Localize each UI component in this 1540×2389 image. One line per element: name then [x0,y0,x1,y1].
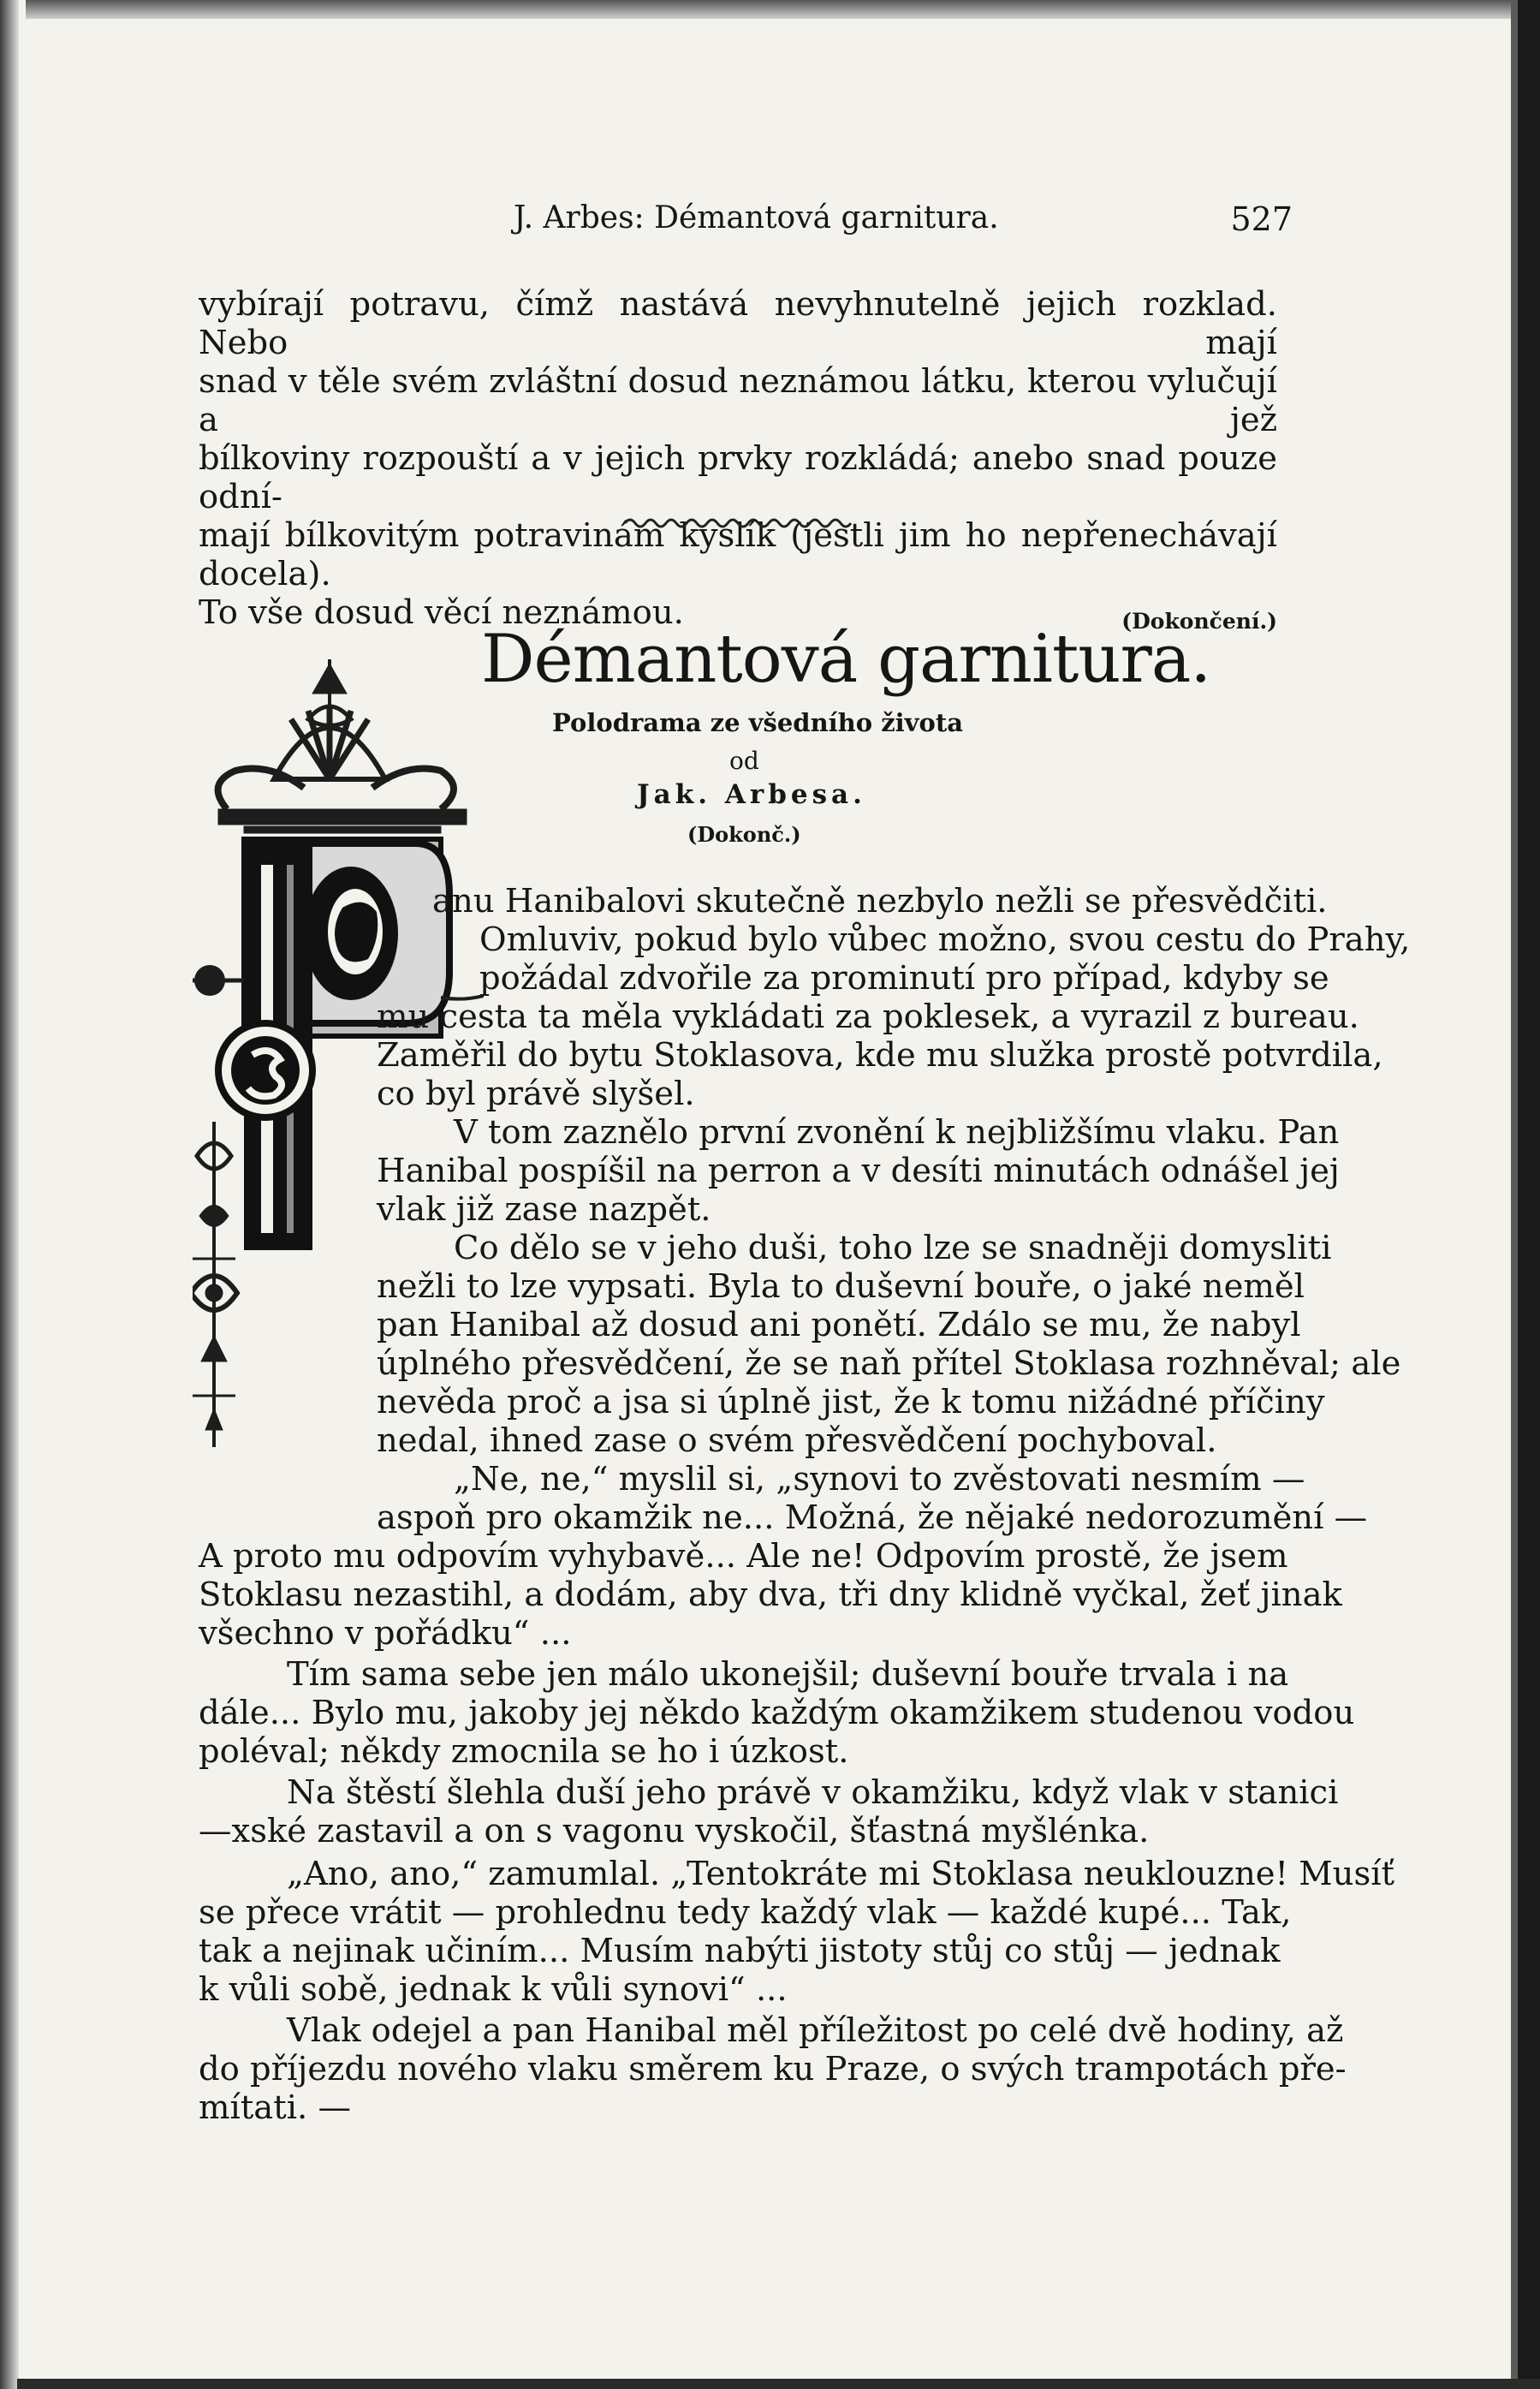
text-line: „Ano, ano,“ zamumlal. „Tentokráte mi Stoklasa neuklouzne! Musíť [287,1855,1395,1893]
text-line: nevěda proč a jsa si úplně jist, že k tomu nižádné příčiny [377,1383,1325,1421]
text-line: úplného přesvědčení, že se naň přítel Stoklasa rozhněval; ale [377,1344,1401,1383]
running-header-title: J. Arbes: Démantová garnitura. [514,200,999,235]
article-title: Démantová garnitura. [481,621,1211,698]
text-line: anu Hanibalovi skutečně nezbylo nežli se přesvědčiti. [432,882,1328,920]
text-line: mají bílkovitým potravinám kyslík (jestli jim ho nepřenechávají docela). [199,516,1277,593]
article-author: Jak. Arbesa. [637,779,866,810]
text-line: Stoklasu nezastihl, a dodám, aby dva, tři dny klidně vyčkal, žeť jinak [199,1576,1342,1614]
text-line: A proto mu odpovím vyhybavě... Ale ne! Odpovím prostě, že jsem [199,1537,1288,1576]
text-line: Zaměřil do bytu Stoklasova, kde mu služka prostě potvrdila, [377,1036,1383,1075]
text-line: co byl právě slyšel. [377,1075,695,1113]
text-line: —xské zastavil a on s vagonu vyskočil, šťastná myšlénka. [199,1812,1150,1850]
text-line: nedal, ihned zase o svém přesvědčení pochyboval. [377,1421,1217,1460]
text-line: bílkoviny rozpouští a v jejich prvky rozkládá; anebo snad pouze odní- [199,439,1277,516]
text-line: dále... Bylo mu, jakoby jej někdo každým okamžikem studenou vodou [199,1694,1355,1732]
text-line: Omluviv, pokud bylo vůbec možno, svou cestu do Prahy, [479,920,1411,959]
scan-edge-left [0,0,19,2389]
scan-edge-right-inner [1511,0,1518,2389]
text-line: vybírají potravu, čímž nastává nevyhnutelně jejich rozklad. Nebo mají [199,285,1277,362]
scan-edge-right [1518,0,1540,2389]
article-by: od [729,747,759,775]
text-line: Tím sama sebe jen málo ukonejšil; duševní bouře trvala i na [287,1655,1289,1694]
article-subtitle: Polodrama ze všedního života [552,708,964,737]
text-line: Hanibal pospíšil na perron a v desíti minutách odnášel jej [377,1152,1340,1190]
wavy-separator [625,510,856,536]
text-line: V tom zaznělo první zvonění k nejbližšímu vlaku. Pan [454,1113,1340,1152]
text-line: nežli to lze vypsati. Byla to duševní bouře, o jaké neměl [377,1267,1305,1306]
text-line: mu cesta ta měla vykládati za poklesek, a vyrazil z bureau. [377,998,1359,1036]
end-mark: (Dokončení.) [1121,609,1277,634]
text-line: požádal zdvořile za prominutí pro případ, kdyby se [479,959,1329,998]
running-header [514,200,1293,238]
scan-edge-top [26,0,1519,19]
text-line: poléval; někdy zmocnila se ho i úzkost. [199,1732,849,1771]
text-line-fragment: To vše dosud věcí neznámou. [199,593,684,632]
page-number: 527 [1230,200,1293,238]
text-line: Na štěstí šlehla duší jeho právě v okamžiku, když vlak v stanici [287,1773,1339,1812]
text-line: vlak již zase nazpět. [377,1190,711,1229]
text-line: snad v těle svém zvláštní dosud neznámou látku, kterou vylučují a jež [199,362,1277,439]
text-line: tak a nejinak učiním... Musím nabýti jistoty stůj co stůj — jednak [199,1932,1281,1970]
scan-edge-bottom [17,2379,1540,2389]
text-line: se přece vrátit — prohlednu tedy každý vlak — každé kupé... Tak, [199,1893,1292,1932]
text-line: do příjezdu nového vlaku směrem ku Praze, o svých trampotách pře- [199,2050,1347,2088]
text-line: Vlak odejel a pan Hanibal měl příležitost po celé dvě hodiny, až [287,2011,1344,2050]
previous-article-ending [199,285,1277,640]
text-line: k vůli sobě, jednak k vůli synovi“ ... [199,1970,788,2009]
text-line: „Ne, ne,“ myslil si, „synovi to zvěstovati nesmím — [454,1460,1305,1498]
text-line: pan Hanibal až dosud ani ponětí. Zdálo se mu, že nabyl [377,1306,1301,1344]
text-line: Co dělo se v jeho duši, toho lze se snadněji domysliti [454,1229,1332,1267]
text-line: všechno v pořádku“ ... [199,1614,572,1653]
text-line: mítati. — [199,2088,352,2127]
text-line: aspoň pro okamžik ne... Možná, že nějaké nedorozumění — [377,1498,1368,1537]
article-note: (Dokonč.) [687,822,801,847]
